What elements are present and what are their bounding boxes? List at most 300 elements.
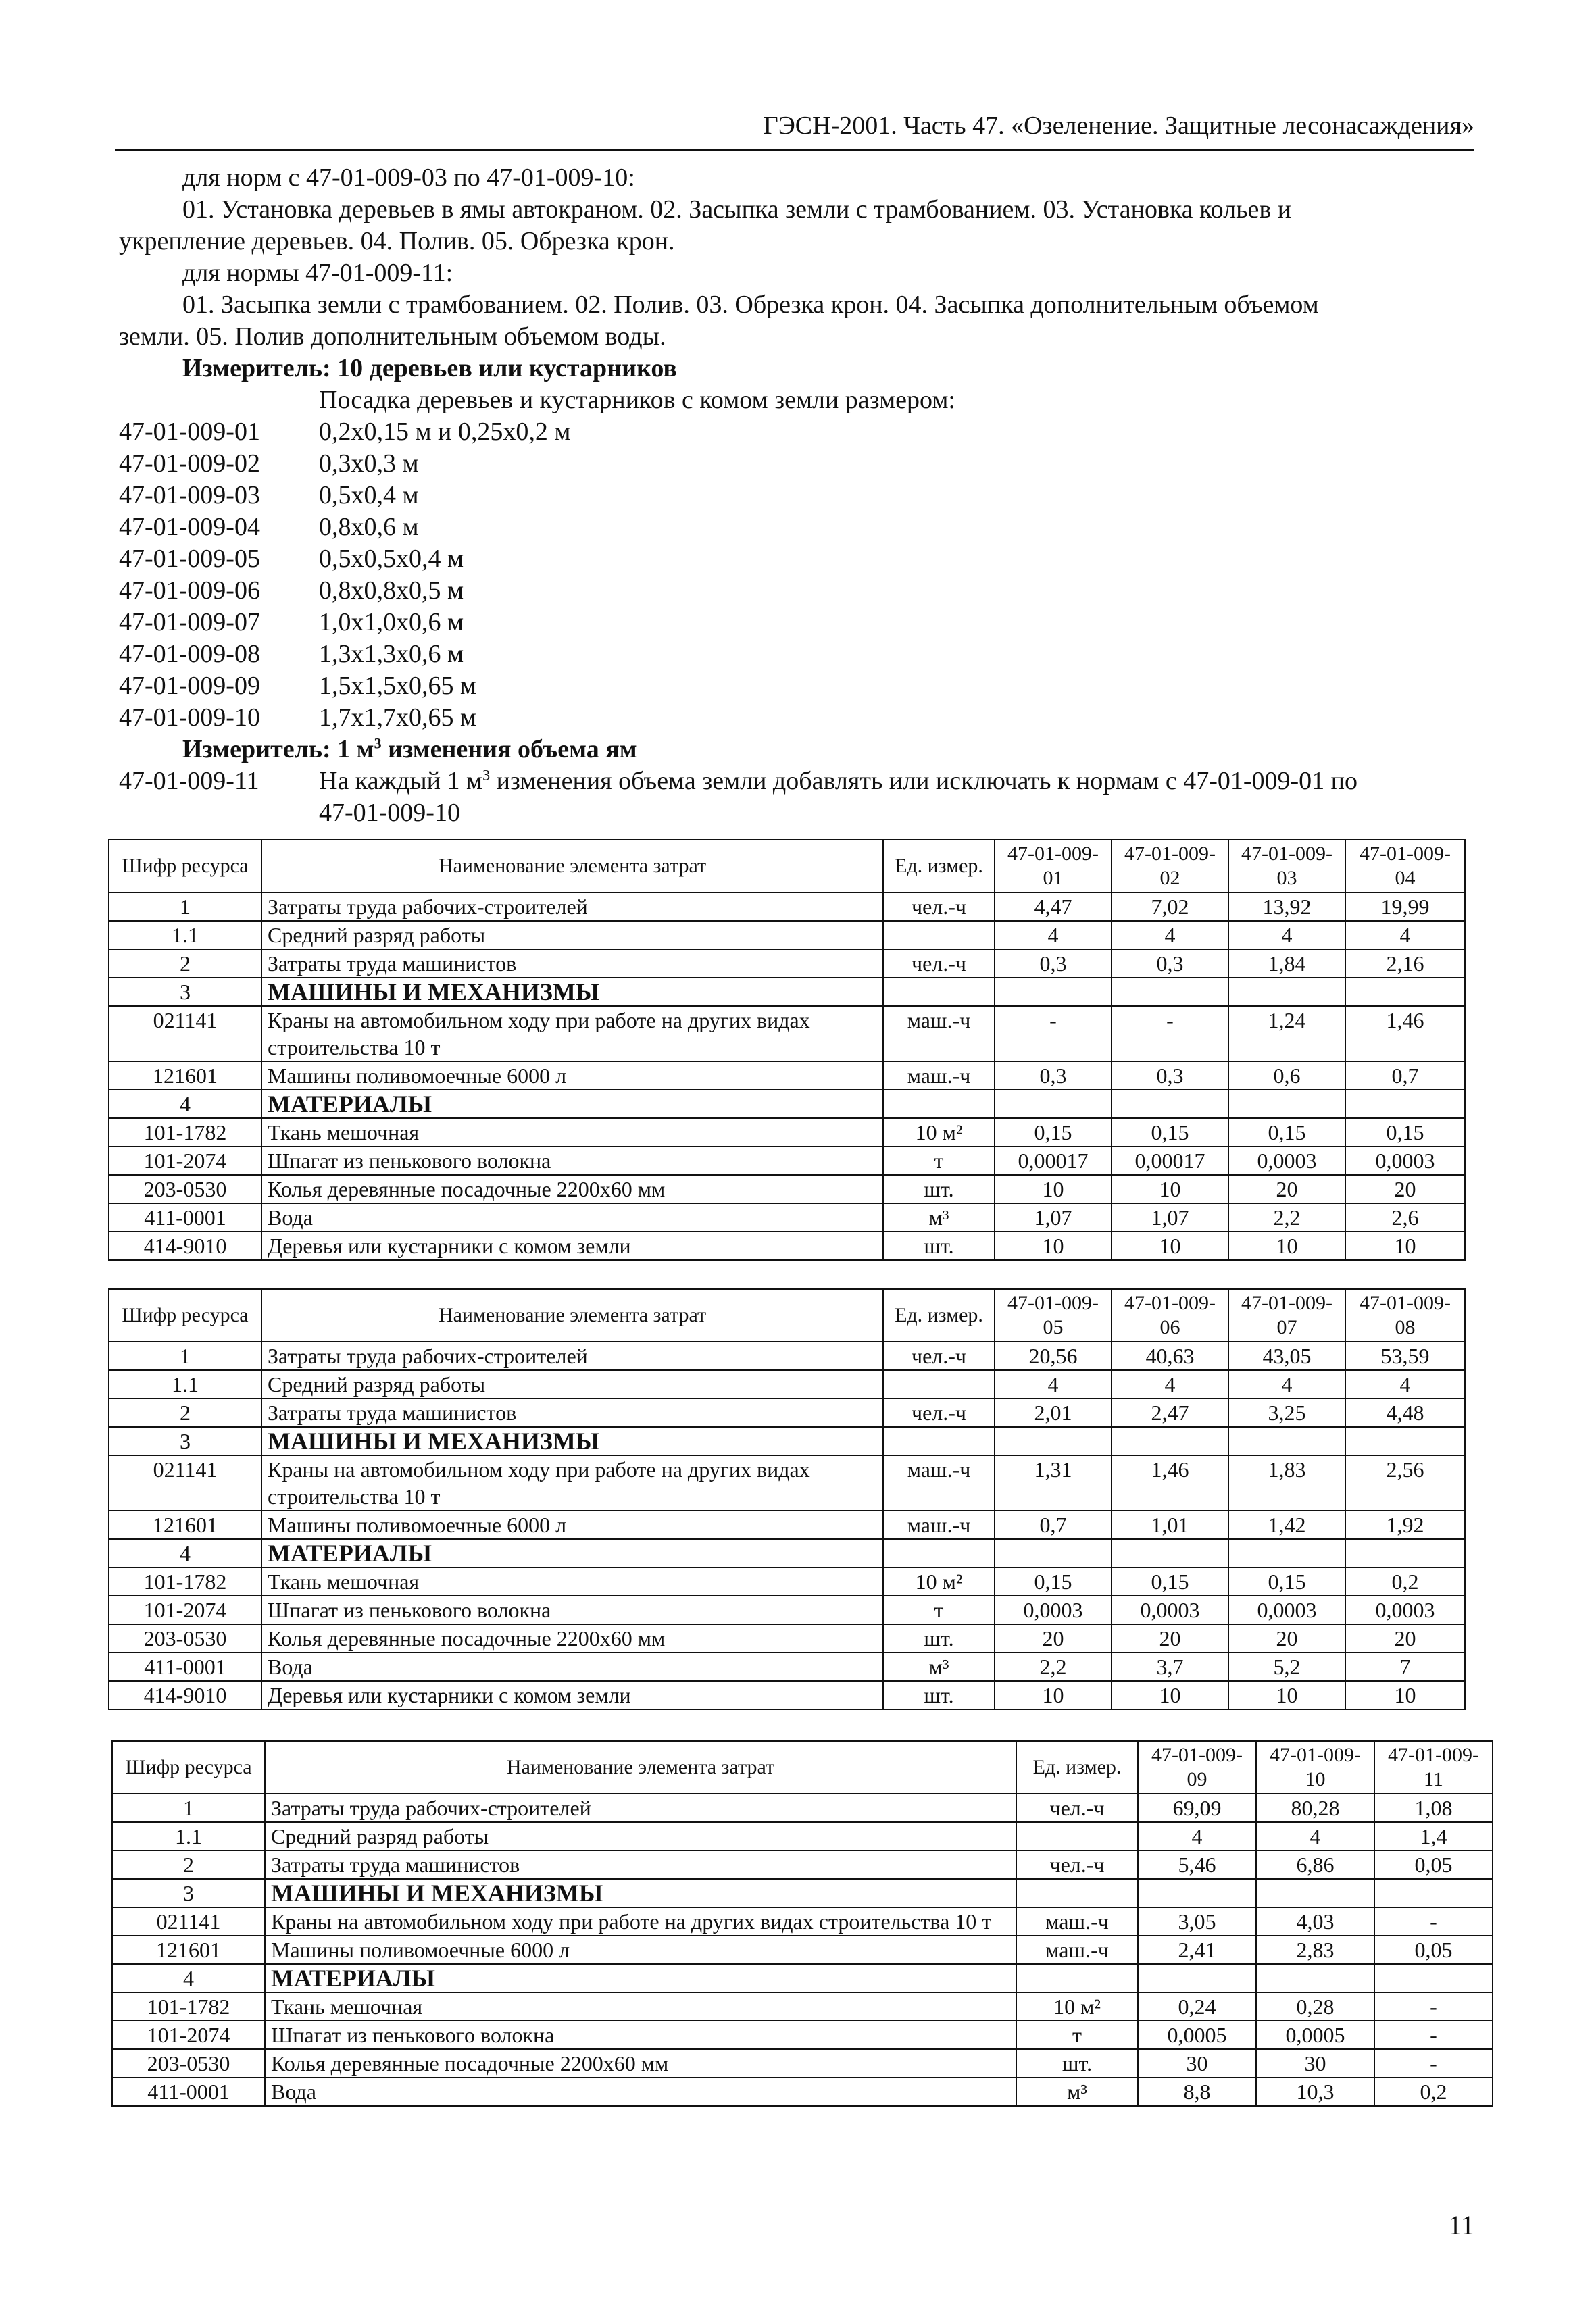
page-number: 11	[1448, 2210, 1474, 2240]
cell-name: Затраты труда рабочих-строителей	[261, 892, 883, 921]
table-row	[112, 1851, 1493, 1879]
header-name: Наименование элемента затрат	[265, 1741, 1016, 1794]
norm-size-row	[119, 448, 1470, 480]
cell-value	[1138, 1964, 1256, 1992]
cell-code: 3	[109, 978, 261, 1006]
cell-name: Средний разряд работы	[261, 921, 883, 949]
table-row	[112, 1964, 1493, 1992]
header-unit: Ед. измер.	[883, 1289, 995, 1342]
cell-value	[995, 1539, 1112, 1567]
header-norm-code: 47-01-009-08	[1345, 1289, 1465, 1342]
cell-unit	[883, 921, 995, 949]
cell-name: Затраты труда машинистов	[261, 1399, 883, 1427]
cell-name: Средний разряд работы	[261, 1370, 883, 1399]
cell-value	[1228, 978, 1345, 1006]
cell-value: 0,05	[1374, 1851, 1493, 1879]
cell-unit	[883, 1427, 995, 1455]
cell-name: Машины поливомоечные 6000 л	[261, 1061, 883, 1090]
cell-name: Средний разряд работы	[265, 1822, 1016, 1851]
cell-value: 2,6	[1345, 1203, 1465, 1232]
header-norm-code: 47-01-009-01	[995, 840, 1112, 892]
cell-name: Краны на автомобильном ходу при работе на других видах строительства 10 т	[261, 1455, 883, 1511]
norm-size-row	[119, 416, 1470, 448]
cell-value: 4	[1228, 1370, 1345, 1399]
norm-table	[108, 839, 1466, 1261]
cell-unit: шт.	[1016, 2049, 1138, 2078]
header-name: Наименование элемента затрат	[261, 1289, 883, 1342]
norm-size: 0,2x0,15 м и 0,25x0,2 м	[319, 418, 571, 446]
cell-code: 1	[109, 892, 261, 921]
cell-name: Деревья или кустарники с комом земли	[261, 1681, 883, 1709]
cell-name: Шпагат из пенькового волокна	[265, 2021, 1016, 2049]
cell-name: Машины поливомоечные 6000 л	[265, 1936, 1016, 1964]
cell-code: 101-2074	[109, 1596, 261, 1624]
cell-unit: шт.	[883, 1624, 995, 1653]
table-row	[112, 2078, 1493, 2106]
cell-name: Затраты труда машинистов	[261, 949, 883, 978]
norm-size: 1,0x1,0x0,6 м	[319, 608, 464, 636]
cell-value: 4	[995, 1370, 1112, 1399]
cell-value: 0,15	[1112, 1118, 1228, 1147]
norm-size: 0,8x0,8x0,5 м	[319, 576, 464, 605]
norm-code: 47-01-009-04	[119, 513, 260, 541]
header-norm-code: 47-01-009-04	[1345, 840, 1465, 892]
norm-list	[119, 416, 1470, 734]
cell-value: 0,2	[1345, 1567, 1465, 1596]
cell-name: МАТЕРИАЛЫ	[261, 1090, 883, 1118]
cell-value	[1138, 1879, 1256, 1907]
cell-unit: чел.-ч	[1016, 1794, 1138, 1822]
header-norm-code: 47-01-009-06	[1112, 1289, 1228, 1342]
cell-unit: маш.-ч	[883, 1061, 995, 1090]
cell-value: 10	[995, 1175, 1112, 1203]
cell-code: 411-0001	[109, 1203, 261, 1232]
table-row	[109, 1596, 1465, 1624]
cell-name: МАШИНЫ И МЕХАНИЗМЫ	[265, 1879, 1016, 1907]
cell-code: 3	[109, 1427, 261, 1455]
cell-code: 3	[112, 1879, 265, 1907]
cell-code: 1	[109, 1342, 261, 1370]
cell-name: Вода	[261, 1203, 883, 1232]
cell-value: 0,28	[1256, 1992, 1374, 2021]
table-row	[112, 1936, 1493, 1964]
cell-value: -	[1374, 1907, 1493, 1936]
table-row	[109, 1455, 1465, 1511]
cell-value: 1,83	[1228, 1455, 1345, 1511]
header-norm-code: 47-01-009-07	[1228, 1289, 1345, 1342]
cell-value: 4	[995, 921, 1112, 949]
table-row	[112, 2021, 1493, 2049]
cell-value: 2,83	[1256, 1936, 1374, 1964]
cell-value: 4	[1138, 1822, 1256, 1851]
cell-code: 2	[109, 1399, 261, 1427]
cell-value: -	[1374, 2021, 1493, 2049]
cell-value: 4	[1112, 1370, 1228, 1399]
cell-value: 0,7	[1345, 1061, 1465, 1090]
table-row	[109, 1427, 1465, 1455]
table-row	[112, 1992, 1493, 2021]
cell-value: 2,56	[1345, 1455, 1465, 1511]
cell-unit: шт.	[883, 1681, 995, 1709]
cell-value	[1345, 1539, 1465, 1567]
cell-value: 7,02	[1112, 892, 1228, 921]
norm-size-row	[119, 575, 1470, 607]
cell-value: 0,3	[995, 1061, 1112, 1090]
norm-size-row	[119, 543, 1470, 575]
cell-value	[1112, 1090, 1228, 1118]
cell-unit: чел.-ч	[883, 1342, 995, 1370]
cell-value: 20	[1228, 1175, 1345, 1203]
cell-unit: 10 м²	[883, 1567, 995, 1596]
cell-value	[1256, 1964, 1374, 1992]
cell-value	[1345, 1427, 1465, 1455]
cell-code: 414-9010	[109, 1681, 261, 1709]
cell-value: 1,46	[1345, 1006, 1465, 1061]
table-row	[112, 1822, 1493, 1851]
cell-value: 0,15	[995, 1567, 1112, 1596]
norm-size-row	[119, 702, 1470, 734]
cell-value: 19,99	[1345, 892, 1465, 921]
cell-value: 80,28	[1256, 1794, 1374, 1822]
cell-value: -	[1374, 2049, 1493, 2078]
cell-value: 0,24	[1138, 1992, 1256, 2021]
cell-value	[1228, 1090, 1345, 1118]
table-row	[109, 1681, 1465, 1709]
cell-value: 5,2	[1228, 1653, 1345, 1681]
norm-size: 1,3x1,3x0,6 м	[319, 640, 464, 668]
cell-name: Машины поливомоечные 6000 л	[261, 1511, 883, 1539]
header-unit: Ед. измер.	[1016, 1741, 1138, 1794]
norm-size: 0,8x0,6 м	[319, 513, 419, 541]
cell-unit: чел.-ч	[1016, 1851, 1138, 1879]
cell-value: 53,59	[1345, 1342, 1465, 1370]
cell-name: МАШИНЫ И МЕХАНИЗМЫ	[261, 1427, 883, 1455]
cell-value: 10	[1228, 1681, 1345, 1709]
cell-code: 121601	[112, 1936, 265, 1964]
table-row	[109, 1118, 1465, 1147]
cell-unit	[883, 1370, 995, 1399]
cell-value	[1112, 1427, 1228, 1455]
cell-value: 20,56	[995, 1342, 1112, 1370]
cell-value	[1374, 1879, 1493, 1907]
cell-value: 10	[1112, 1232, 1228, 1260]
table-row	[109, 1175, 1465, 1203]
cell-value: 0,15	[1228, 1567, 1345, 1596]
table-row	[109, 1624, 1465, 1653]
cell-value: 30	[1138, 2049, 1256, 2078]
cell-value: 1,84	[1228, 949, 1345, 978]
cell-value: 30	[1256, 2049, 1374, 2078]
table-header-row	[109, 840, 1465, 892]
cell-value: 0,0005	[1138, 2021, 1256, 2049]
cell-value: 1,46	[1112, 1455, 1228, 1511]
table-row	[109, 1653, 1465, 1681]
norm-table	[111, 1740, 1493, 2107]
norm-size-row	[119, 638, 1470, 670]
header-code: Шифр ресурса	[109, 840, 261, 892]
cell-unit	[883, 1090, 995, 1118]
cell-value: 3,05	[1138, 1907, 1256, 1936]
cell-value: 13,92	[1228, 892, 1345, 921]
table-row	[109, 978, 1465, 1006]
header-norm-code: 47-01-009-03	[1228, 840, 1345, 892]
header-norm-code: 47-01-009-05	[995, 1289, 1112, 1342]
cell-value: 1,31	[995, 1455, 1112, 1511]
cell-value: 10	[1345, 1232, 1465, 1260]
cell-value: 0,7	[995, 1511, 1112, 1539]
cell-name: Колья деревянные посадочные 2200x60 мм	[261, 1175, 883, 1203]
cell-value: 2,2	[1228, 1203, 1345, 1232]
norm-size: 0,3x0,3 м	[319, 449, 419, 478]
table-row	[109, 1147, 1465, 1175]
ops-line-3: 01. Засыпка земли с трамбованием. 02. Полив. 03. Обрезка крон. 04. Засыпка дополнительным объемом	[182, 291, 1319, 319]
header-code: Шифр ресурса	[109, 1289, 261, 1342]
norm-code: 47-01-009-10	[119, 703, 260, 732]
norm-size-row	[119, 670, 1470, 702]
cell-value	[995, 1090, 1112, 1118]
cell-value: 10	[1112, 1175, 1228, 1203]
table-row	[112, 1879, 1493, 1907]
cell-value: 69,09	[1138, 1794, 1256, 1822]
norm-code: 47-01-009-01	[119, 418, 260, 446]
cell-value: 2,2	[995, 1653, 1112, 1681]
cell-name: МАТЕРИАЛЫ	[265, 1964, 1016, 1992]
norm-size-row	[119, 607, 1470, 638]
cell-value: 0,0003	[1228, 1596, 1345, 1624]
cell-unit: т	[1016, 2021, 1138, 2049]
cell-value: 20	[1112, 1624, 1228, 1653]
cell-value: 1,07	[1112, 1203, 1228, 1232]
table-row	[109, 1539, 1465, 1567]
table-row	[109, 892, 1465, 921]
cell-value: 10	[1345, 1681, 1465, 1709]
cell-unit: т	[883, 1147, 995, 1175]
cell-value	[1228, 1539, 1345, 1567]
cell-name: Затраты труда рабочих-строителей	[265, 1794, 1016, 1822]
header-unit: Ед. измер.	[883, 840, 995, 892]
cell-value: 0,05	[1374, 1936, 1493, 1964]
norm-size-row	[119, 480, 1470, 511]
cell-value: 0,0003	[1345, 1147, 1465, 1175]
cell-code: 101-2074	[109, 1147, 261, 1175]
norm-table	[108, 1288, 1466, 1710]
cell-value	[1374, 1964, 1493, 1992]
table-row	[109, 1232, 1465, 1260]
cell-value: 4,47	[995, 892, 1112, 921]
cell-unit: т	[883, 1596, 995, 1624]
cell-code: 1.1	[109, 921, 261, 949]
cell-value: 8,8	[1138, 2078, 1256, 2106]
cell-code: 121601	[109, 1061, 261, 1090]
cell-name: МАТЕРИАЛЫ	[261, 1539, 883, 1567]
table-header-row	[109, 1289, 1465, 1342]
cell-name: Затраты труда рабочих-строителей	[261, 1342, 883, 1370]
norm-11-text-cont: 47-01-009-10	[319, 799, 460, 827]
cell-unit: 10 м²	[883, 1118, 995, 1147]
cell-value: 0,15	[1228, 1118, 1345, 1147]
cell-name: Шпагат из пенькового волокна	[261, 1596, 883, 1624]
cell-value: 1,24	[1228, 1006, 1345, 1061]
table-row	[109, 1061, 1465, 1090]
table-row	[109, 1090, 1465, 1118]
cell-value: 0,3	[1112, 1061, 1228, 1090]
norm-size: 1,5x1,5x0,65 м	[319, 672, 477, 700]
norm-size: 0,5x0,5x0,4 м	[319, 545, 464, 573]
cell-value: 0,00017	[1112, 1147, 1228, 1175]
cell-value: 0,15	[1112, 1567, 1228, 1596]
table-row	[109, 1511, 1465, 1539]
cell-value: 0,3	[995, 949, 1112, 978]
cell-value: 2,41	[1138, 1936, 1256, 1964]
cell-value: 4	[1112, 921, 1228, 949]
cell-code: 203-0530	[109, 1175, 261, 1203]
cell-code: 101-2074	[112, 2021, 265, 2049]
cell-code: 101-1782	[109, 1567, 261, 1596]
norm-code: 47-01-009-07	[119, 608, 260, 636]
cell-code: 101-1782	[112, 1992, 265, 2021]
table-row	[112, 1794, 1493, 1822]
cell-unit: м³	[883, 1203, 995, 1232]
cell-value: -	[1374, 1992, 1493, 2021]
norm-code: 47-01-009-09	[119, 672, 260, 700]
cell-value	[1228, 1427, 1345, 1455]
norm-code: 47-01-009-06	[119, 576, 260, 605]
cell-code: 101-1782	[109, 1118, 261, 1147]
table-row	[112, 2049, 1493, 2078]
cell-unit: маш.-ч	[883, 1455, 995, 1511]
norm-code: 47-01-009-11	[119, 767, 259, 795]
cell-value: 1,42	[1228, 1511, 1345, 1539]
cell-value: 0,15	[1345, 1118, 1465, 1147]
cell-value: 0,2	[1374, 2078, 1493, 2106]
cell-value: 20	[1345, 1624, 1465, 1653]
cell-code: 1.1	[109, 1370, 261, 1399]
cell-value: 1,4	[1374, 1822, 1493, 1851]
table-row	[109, 1370, 1465, 1399]
cell-name: Вода	[261, 1653, 883, 1681]
cell-value	[1345, 1090, 1465, 1118]
cell-name: Вода	[265, 2078, 1016, 2106]
cell-value: 0,6	[1228, 1061, 1345, 1090]
cell-unit	[883, 978, 995, 1006]
cell-unit: м³	[1016, 2078, 1138, 2106]
cell-value: 2,47	[1112, 1399, 1228, 1427]
cell-value: 0,0003	[995, 1596, 1112, 1624]
norm-size: 1,7x1,7x0,65 м	[319, 703, 477, 732]
running-header: ГЭСН-2001. Часть 47. «Озеленение. Защитные лесонасаждения»	[115, 108, 1474, 151]
cell-unit	[1016, 1822, 1138, 1851]
cell-code: 021141	[109, 1006, 261, 1061]
cell-unit: чел.-ч	[883, 892, 995, 921]
cell-unit: м³	[883, 1653, 995, 1681]
norm-size-row	[119, 511, 1470, 543]
cell-value: 10	[995, 1681, 1112, 1709]
cell-value: 0,0003	[1112, 1596, 1228, 1624]
cell-code: 4	[109, 1539, 261, 1567]
cell-name: Затраты труда машинистов	[265, 1851, 1016, 1879]
cell-value	[995, 1427, 1112, 1455]
norm-code: 47-01-009-02	[119, 449, 260, 478]
cell-code: 4	[109, 1090, 261, 1118]
cell-value: 0,00017	[995, 1147, 1112, 1175]
cell-value: 2,01	[995, 1399, 1112, 1427]
cell-name: Краны на автомобильном ходу при работе на других видах строительства 10 т	[265, 1907, 1016, 1936]
scope-line-1: для норм с 47-01-009-03 по 47-01-009-10:	[182, 164, 635, 192]
cell-value: 1,07	[995, 1203, 1112, 1232]
ops-line-1: 01. Установка деревьев в ямы автокраном. 02. Засыпка земли с трамбованием. 03. Установка кольев и	[182, 195, 1292, 224]
cell-value: 10	[995, 1232, 1112, 1260]
cell-code: 4	[112, 1964, 265, 1992]
cell-name: Краны на автомобильном ходу при работе на других видах строительства 10 т	[261, 1006, 883, 1061]
cell-code: 2	[112, 1851, 265, 1879]
scope-line-2: для нормы 47-01-009-11:	[182, 259, 453, 287]
cell-code: 1	[112, 1794, 265, 1822]
cell-value	[1112, 1539, 1228, 1567]
cell-code: 411-0001	[112, 2078, 265, 2106]
table-row	[109, 1203, 1465, 1232]
cell-value: 0,0003	[1345, 1596, 1465, 1624]
cell-value: 4	[1345, 921, 1465, 949]
cell-value: 2,16	[1345, 949, 1465, 978]
table-row	[109, 1567, 1465, 1596]
intro-text	[119, 162, 1470, 829]
cell-value: 3,25	[1228, 1399, 1345, 1427]
cell-name: Ткань мешочная	[265, 1992, 1016, 2021]
cell-code: 021141	[112, 1907, 265, 1936]
header-norm-code: 47-01-009-10	[1256, 1741, 1374, 1794]
cell-value: 0,3	[1112, 949, 1228, 978]
cell-value: 10	[1112, 1681, 1228, 1709]
cell-code: 021141	[109, 1455, 261, 1511]
cell-code: 203-0530	[109, 1624, 261, 1653]
header-norm-code: 47-01-009-09	[1138, 1741, 1256, 1794]
cell-name: МАШИНЫ И МЕХАНИЗМЫ	[261, 978, 883, 1006]
cell-unit: чел.-ч	[883, 1399, 995, 1427]
cell-value: 1,08	[1374, 1794, 1493, 1822]
header-norm-code: 47-01-009-02	[1112, 840, 1228, 892]
cell-code: 411-0001	[109, 1653, 261, 1681]
cell-value: -	[1112, 1006, 1228, 1061]
cell-value	[1256, 1879, 1374, 1907]
cell-value: 0,15	[995, 1118, 1112, 1147]
cell-unit	[1016, 1964, 1138, 1992]
cell-value: 0,0005	[1256, 2021, 1374, 2049]
header-norm-code: 47-01-009-11	[1374, 1741, 1493, 1794]
measure-unit-1: Измеритель: 10 деревьев или кустарников	[182, 354, 677, 382]
cell-value: 1,92	[1345, 1511, 1465, 1539]
cell-value: 20	[995, 1624, 1112, 1653]
cell-unit: маш.-ч	[883, 1511, 995, 1539]
cell-value: 10,3	[1256, 2078, 1374, 2106]
cell-value: 5,46	[1138, 1851, 1256, 1879]
norm-11-text: На каждый 1 $м^3$ изменения объема земли добавлять или исключать к нормам с 47-01-009-01 по	[319, 766, 1358, 795]
cell-unit: чел.-ч	[883, 949, 995, 978]
table-row	[109, 921, 1465, 949]
ops-line-4: земли. 05. Полив дополнительным объемом воды.	[119, 322, 666, 351]
cell-value: 10	[1228, 1232, 1345, 1260]
table-row	[109, 1399, 1465, 1427]
cell-name: Деревья или кустарники с комом земли	[261, 1232, 883, 1260]
cell-unit	[883, 1539, 995, 1567]
cell-code: 203-0530	[112, 2049, 265, 2078]
cell-value: 0,0003	[1228, 1147, 1345, 1175]
cell-value: 4	[1345, 1370, 1465, 1399]
cell-value	[995, 978, 1112, 1006]
cell-value: 20	[1345, 1175, 1465, 1203]
cell-value	[1112, 978, 1228, 1006]
cell-value: 7	[1345, 1653, 1465, 1681]
cell-unit: 10 м²	[1016, 1992, 1138, 2021]
